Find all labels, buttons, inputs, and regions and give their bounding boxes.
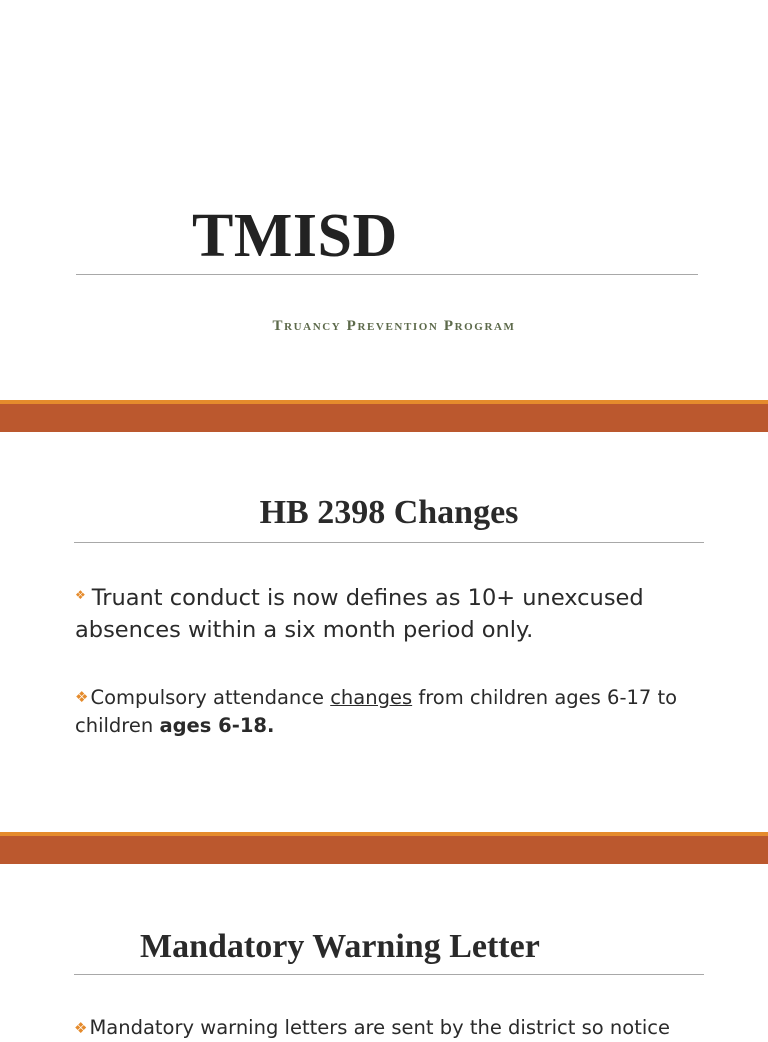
bullet-text-before: Compulsory attendance	[90, 686, 331, 709]
list-item	[74, 1014, 694, 1042]
separator-accent	[0, 832, 768, 836]
warning-letter-slide	[0, 864, 768, 1039]
diamond-bullet-icon: ❖	[75, 588, 86, 602]
title-divider	[76, 274, 698, 275]
diamond-bullet-icon: ❖	[74, 1019, 88, 1037]
title-slide	[0, 0, 768, 400]
slide-heading: Mandatory Warning Letter	[140, 928, 540, 965]
bullet-underlined-text: changes	[330, 686, 413, 709]
slide-separator	[0, 400, 768, 432]
bullet-bold-text: ages 6-18.	[159, 714, 275, 737]
diamond-bullet-icon: ❖	[75, 688, 89, 706]
slide-subtitle: Truancy Prevention Program	[272, 318, 516, 334]
bullet-text: Truant conduct is now defines as 10+ unexcused absences within a six month period only.	[75, 585, 644, 643]
slide-title: TMISD	[192, 202, 398, 270]
slide-separator	[0, 832, 768, 864]
hb2398-slide	[0, 432, 768, 832]
list-item	[75, 582, 705, 646]
separator-accent	[0, 400, 768, 404]
list-item	[75, 684, 705, 740]
slide-heading: HB 2398 Changes	[259, 494, 519, 531]
bullet-text-middle: from children ages 6-17 to children	[75, 686, 678, 737]
heading-divider	[74, 542, 704, 543]
bullet-text: Mandatory warning letters are sent by the district so notice	[89, 1016, 670, 1039]
heading-divider	[74, 974, 704, 975]
